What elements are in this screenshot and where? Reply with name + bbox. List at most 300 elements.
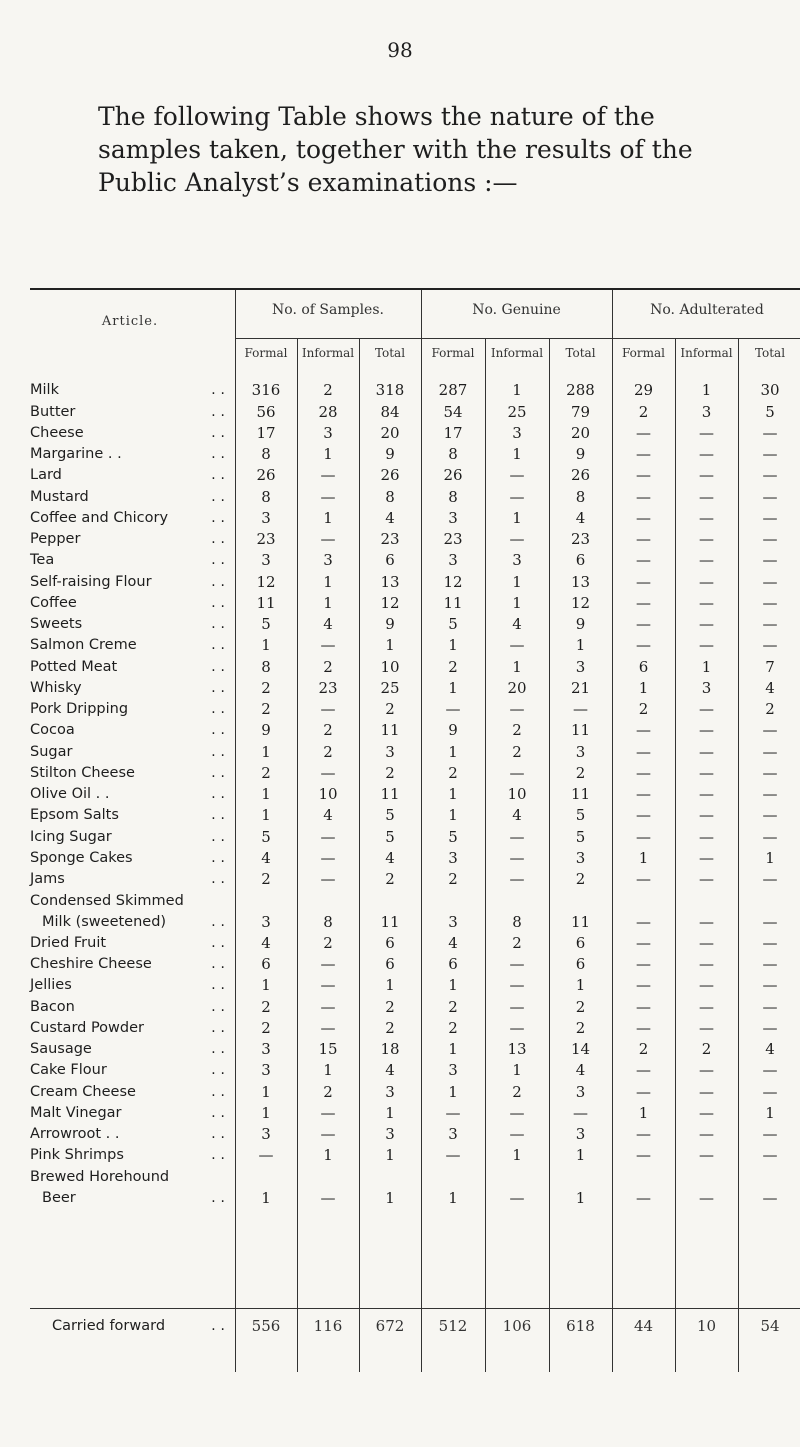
leader-dots: . .: [211, 573, 225, 590]
cell-total: 6: [385, 955, 395, 973]
cell-informal: —: [320, 955, 336, 973]
leader-dots: . .: [211, 807, 225, 824]
cell-total: 2: [385, 700, 395, 718]
article-name: Potted Meat . .: [30, 657, 225, 678]
article-name: Icing Sugar . .: [30, 827, 225, 848]
cell-formal: 2: [261, 700, 271, 718]
cell-formal: 1: [638, 848, 649, 867]
cell-informal: —: [699, 806, 714, 825]
table-row: [30, 720, 800, 741]
cell-informal: 28: [318, 402, 338, 421]
table-row: [30, 571, 800, 592]
cell-total: 1: [385, 976, 395, 995]
cell-informal: —: [699, 423, 714, 442]
cell-total: 23: [570, 530, 591, 548]
article-name: Epsom Salts . .: [30, 805, 225, 826]
cell-informal: —: [320, 636, 336, 655]
cell-formal: 1: [448, 1082, 458, 1101]
article-name: Coffee . .: [30, 593, 225, 614]
table-row: [30, 656, 800, 677]
cell-total: 5: [575, 806, 586, 825]
cell-formal: 8: [448, 487, 458, 506]
table-row: [30, 741, 800, 762]
cell-formal: 4: [448, 933, 458, 952]
total-cell-informal: 106: [502, 1317, 532, 1335]
cell-informal: 4: [512, 615, 522, 633]
cell-informal: 4: [512, 806, 522, 825]
leader-dots: . .: [211, 956, 225, 972]
cell-total: 4: [765, 1040, 775, 1058]
cell-formal: 11: [443, 593, 463, 612]
table-row: [30, 614, 800, 635]
cell-total: 6: [575, 933, 586, 952]
cell-formal: 287: [438, 381, 468, 400]
cell-informal: 1: [512, 657, 522, 676]
cell-total: 318: [375, 381, 405, 400]
cell-informal: 1: [701, 657, 712, 676]
cell-informal: 1: [512, 508, 522, 527]
cell-informal: 3: [512, 551, 522, 570]
article-name: Brewed Horehound Beer . .: [30, 1167, 225, 1209]
cell-informal: —: [699, 1125, 714, 1143]
cell-informal: 3: [323, 423, 333, 442]
leader-dots: . .: [211, 849, 225, 866]
leader-dots: . .: [211, 913, 225, 930]
cell-informal: —: [509, 466, 525, 485]
cell-informal: 1: [323, 508, 333, 527]
cell-informal: —: [699, 551, 714, 570]
group-header-samples: No. of Samples.: [272, 302, 384, 318]
cell-informal: 2: [323, 381, 333, 400]
cell-informal: —: [699, 763, 714, 782]
cell-formal: 316: [251, 381, 281, 400]
article-name: Olive Oil . . . .: [30, 784, 225, 805]
cell-formal: 6: [638, 657, 649, 676]
cell-formal: 17: [443, 423, 463, 442]
table-row: [30, 784, 800, 805]
cell-formal: —: [636, 423, 651, 442]
cell-informal: 2: [323, 657, 333, 676]
table-row: [30, 954, 800, 975]
cell-informal: —: [509, 1125, 525, 1143]
cell-total: 5: [385, 806, 395, 825]
cell-total: 21: [570, 678, 591, 697]
cell-formal: —: [636, 870, 651, 888]
cell-informal: 1: [323, 572, 333, 591]
cell-total: 9: [385, 615, 395, 633]
cell-total: —: [762, 487, 778, 506]
article-name: Lard . .: [30, 465, 225, 486]
leader-dots: . .: [211, 679, 225, 696]
cell-formal: —: [636, 636, 651, 655]
cell-total: 6: [385, 933, 395, 952]
cell-formal: —: [636, 785, 651, 803]
table-row: [30, 1103, 800, 1124]
carried-forward-row: [30, 1315, 800, 1337]
cell-formal: 3: [448, 551, 458, 570]
cell-total: —: [762, 1018, 778, 1037]
cell-informal: —: [699, 1018, 714, 1037]
leader-dots: . .: [211, 424, 225, 441]
article-name: Pink Shrimps . .: [30, 1145, 225, 1166]
cell-formal: 1: [448, 976, 458, 995]
article-name: Custard Powder . .: [30, 1018, 225, 1039]
table-row: [30, 401, 800, 422]
cell-formal: 1: [261, 1103, 271, 1122]
cell-total: 4: [575, 508, 586, 527]
article-name: Mustard . .: [30, 487, 225, 508]
cell-total: 4: [385, 848, 395, 867]
article-name: Cream Cheese . .: [30, 1082, 225, 1103]
cell-total: —: [762, 933, 778, 952]
cell-formal: 1: [261, 636, 271, 655]
cell-formal: —: [636, 1018, 651, 1037]
cell-informal: 10: [507, 785, 527, 803]
article-name: Pepper . .: [30, 529, 225, 550]
cell-formal: 1: [638, 678, 649, 697]
cell-informal: 3: [701, 402, 712, 421]
cell-total: —: [762, 742, 778, 761]
subheader-formal-6: Formal: [621, 346, 665, 360]
cell-total: 14: [570, 1040, 591, 1058]
cell-informal: 25: [507, 402, 527, 421]
cell-informal: 2: [512, 721, 522, 740]
cell-informal: 8: [323, 912, 333, 931]
cell-informal: —: [320, 827, 336, 846]
leader-dots: . .: [211, 488, 225, 505]
cell-total: —: [762, 636, 778, 655]
cell-formal: —: [636, 593, 651, 612]
cell-informal: —: [699, 1061, 714, 1080]
cell-total: 4: [575, 1061, 586, 1080]
leader-dots: . .: [211, 1147, 225, 1164]
cell-total: 11: [570, 721, 591, 740]
cell-total: —: [762, 955, 778, 973]
cell-formal: 11: [256, 593, 276, 612]
cell-total: —: [762, 912, 778, 931]
cell-informal: 3: [323, 551, 333, 570]
table-row: [30, 763, 800, 784]
article-name: Salmon Creme . .: [30, 635, 225, 656]
cell-formal: 3: [448, 1125, 458, 1143]
cell-informal: —: [699, 742, 714, 761]
cell-formal: 2: [638, 700, 649, 718]
cell-informal: 1: [512, 593, 522, 612]
total-cell-total: 54: [760, 1317, 780, 1335]
cell-informal: —: [509, 636, 525, 655]
cell-formal: —: [636, 1188, 651, 1207]
total-cell-informal: 116: [313, 1317, 343, 1335]
cell-formal: 1: [261, 742, 271, 761]
cell-informal: 23: [318, 678, 338, 697]
cell-formal: 2: [448, 1018, 458, 1037]
cell-formal: —: [636, 933, 651, 952]
table-row: [30, 1145, 800, 1166]
cell-informal: 20: [507, 678, 527, 697]
table-row: [30, 1081, 800, 1102]
cell-formal: —: [636, 806, 651, 825]
table-row: [30, 1166, 800, 1209]
subheader-formal-3: Formal: [431, 346, 475, 360]
cell-formal: —: [636, 976, 651, 995]
cell-formal: —: [636, 955, 651, 973]
cell-total: 20: [380, 423, 400, 442]
cell-total: —: [762, 466, 778, 485]
cell-total: 79: [570, 402, 591, 421]
cell-total: 7: [765, 657, 775, 676]
cell-formal: —: [636, 827, 651, 846]
table-row: [30, 465, 800, 486]
cell-total: 1: [575, 1146, 586, 1165]
cell-total: 11: [380, 785, 400, 803]
cell-formal: —: [636, 572, 651, 591]
subheader-formal-0: Formal: [244, 346, 288, 360]
leader-dots: . .: [211, 616, 225, 632]
page-number: 98: [387, 38, 413, 62]
cell-total: —: [762, 593, 778, 612]
cell-total: 3: [385, 1082, 395, 1101]
leader-dots: . .: [211, 1104, 225, 1121]
leader-dots: . .: [211, 786, 225, 802]
cell-formal: —: [636, 551, 651, 570]
cell-formal: 23: [256, 530, 276, 548]
cell-formal: 6: [448, 955, 458, 973]
cell-informal: —: [320, 1103, 336, 1122]
cell-total: 3: [575, 1125, 586, 1143]
cell-formal: 2: [448, 763, 458, 782]
cell-formal: 3: [448, 848, 458, 867]
cell-informal: 3: [512, 423, 522, 442]
cell-informal: —: [509, 955, 525, 973]
cell-informal: 8: [512, 912, 522, 931]
cell-informal: 1: [701, 381, 712, 400]
cell-informal: 2: [323, 933, 333, 952]
cell-total: —: [762, 763, 778, 782]
cell-total: —: [762, 997, 778, 1016]
cell-informal: —: [699, 976, 714, 995]
cell-informal: —: [509, 530, 525, 548]
cell-total: 5: [575, 827, 586, 846]
cell-informal: —: [699, 530, 714, 548]
cell-formal: 5: [261, 615, 271, 633]
cell-total: 2: [385, 1018, 395, 1037]
cell-total: —: [762, 870, 778, 888]
cell-total: 9: [575, 615, 586, 633]
cell-formal: —: [636, 1125, 651, 1143]
cell-total: 4: [385, 1061, 395, 1080]
cell-informal: —: [699, 870, 714, 888]
article-name: Butter . .: [30, 402, 225, 423]
table-row: [30, 486, 800, 507]
cell-total: 3: [385, 742, 395, 761]
cell-formal: 3: [261, 551, 271, 570]
cell-total: 4: [765, 678, 775, 697]
table-row: [30, 826, 800, 847]
cell-formal: 1: [448, 1040, 458, 1058]
cell-formal: 1: [448, 678, 458, 697]
cell-total: 1: [385, 636, 395, 655]
leader-dots: . .: [211, 934, 225, 951]
leader-dots: . .: [211, 1041, 225, 1057]
total-rule: [30, 1308, 800, 1309]
cell-informal: —: [320, 870, 336, 888]
cell-formal: 3: [261, 1040, 271, 1058]
cell-informal: —: [699, 445, 714, 463]
cell-informal: 2: [512, 742, 522, 761]
cell-informal: —: [320, 1125, 336, 1143]
cell-formal: 12: [443, 572, 463, 591]
cell-formal: 3: [448, 1061, 458, 1080]
cell-total: 1: [385, 1103, 395, 1122]
cell-formal: 2: [261, 870, 271, 888]
cell-informal: 4: [323, 806, 333, 825]
leader-dots: . .: [211, 764, 225, 781]
leader-dots: . .: [211, 531, 225, 547]
cell-total: —: [573, 1103, 588, 1122]
cell-total: —: [762, 530, 778, 548]
table-row: [30, 933, 800, 954]
article-name: Sausage . .: [30, 1039, 225, 1060]
table-row: [30, 869, 800, 890]
table-row: [30, 380, 800, 401]
cell-informal: —: [699, 593, 714, 612]
header-rule: [235, 338, 800, 339]
article-header: Article.: [101, 314, 159, 329]
leader-dots: . .: [211, 509, 225, 526]
cell-total: 18: [380, 1040, 400, 1058]
total-cell-total: 618: [566, 1317, 595, 1335]
cell-formal: 1: [261, 1188, 271, 1207]
cell-formal: 1: [448, 742, 458, 761]
cell-formal: 3: [261, 508, 271, 527]
cell-total: 11: [380, 912, 400, 931]
cell-total: 288: [566, 381, 595, 400]
cell-total: 84: [380, 402, 400, 421]
cell-total: —: [762, 1188, 778, 1207]
cell-informal: —: [699, 615, 714, 633]
cell-total: 1: [575, 636, 586, 655]
article-name: Whisky . .: [30, 678, 225, 699]
cell-total: —: [762, 1061, 778, 1080]
cell-informal: 2: [512, 1082, 522, 1101]
article-name: Sweets . .: [30, 614, 225, 635]
leader-dots: . .: [211, 382, 225, 399]
cell-formal: —: [636, 508, 651, 527]
cell-informal: —: [509, 487, 525, 506]
cell-total: 8: [575, 487, 586, 506]
cell-total: 3: [575, 742, 586, 761]
cell-informal: —: [699, 1188, 714, 1207]
cell-formal: 4: [261, 848, 271, 867]
cell-formal: 2: [448, 657, 458, 676]
total-cell-formal: 44: [633, 1317, 654, 1335]
cell-formal: —: [636, 721, 651, 740]
cell-total: —: [762, 615, 778, 633]
cell-total: 13: [380, 572, 400, 591]
cell-total: 9: [385, 445, 395, 463]
cell-total: 10: [380, 657, 400, 676]
cell-informal: —: [320, 1018, 336, 1037]
cell-formal: 3: [448, 508, 458, 527]
cell-formal: 6: [261, 955, 271, 973]
cell-total: —: [762, 1146, 778, 1165]
article-name: Margarine . . . .: [30, 444, 225, 465]
cell-informal: —: [699, 1082, 714, 1101]
group-header-adulterated: No. Adulterated: [650, 302, 764, 318]
article-name: Condensed Skimmed Milk (sweetened) . .: [30, 891, 225, 933]
samples-table: [30, 288, 800, 1372]
cell-total: —: [762, 1125, 778, 1143]
cell-formal: —: [636, 487, 651, 506]
table-row: [30, 635, 800, 656]
article-name: Self-raising Flour . .: [30, 572, 225, 593]
cell-formal: —: [636, 912, 651, 931]
cell-informal: —: [509, 827, 525, 846]
article-name: Jams . .: [30, 869, 225, 890]
cell-total: 26: [380, 466, 400, 485]
cell-total: 5: [765, 402, 775, 421]
table-row: [30, 1018, 800, 1039]
cell-total: 1: [575, 1188, 586, 1207]
cell-formal: 17: [256, 423, 276, 442]
article-name: Dried Fruit . .: [30, 933, 225, 954]
cell-total: —: [762, 721, 778, 740]
cell-formal: 54: [443, 402, 463, 421]
article-name: Tea . .: [30, 550, 225, 571]
cell-informal: —: [699, 997, 714, 1016]
cell-formal: 2: [261, 763, 271, 782]
subheader-informal-7: Informal: [680, 346, 733, 360]
cell-informal: —: [320, 700, 336, 718]
article-name: Cheshire Cheese . .: [30, 954, 225, 975]
table-row: [30, 975, 800, 996]
table-row: [30, 444, 800, 465]
cell-formal: 5: [261, 827, 271, 846]
leader-dots: . .: [211, 828, 225, 845]
leader-dots: . .: [211, 871, 225, 887]
total-cell-formal: 512: [438, 1317, 468, 1335]
cell-formal: —: [636, 445, 651, 463]
cell-formal: —: [445, 1103, 461, 1122]
cell-informal: —: [699, 721, 714, 740]
cell-informal: 3: [701, 678, 712, 697]
cell-total: —: [762, 806, 778, 825]
cell-informal: —: [699, 700, 714, 718]
cell-total: 2: [385, 997, 395, 1016]
table-row: [30, 805, 800, 826]
article-name: Coffee and Chicory . .: [30, 508, 225, 529]
cell-informal: 1: [512, 572, 522, 591]
cell-informal: —: [320, 763, 336, 782]
leader-dots: . .: [211, 403, 225, 420]
cell-formal: 2: [448, 870, 458, 888]
cell-total: 11: [570, 912, 591, 931]
cell-informal: —: [320, 1188, 336, 1207]
total-cell-informal: 10: [696, 1317, 717, 1335]
cell-formal: 5: [448, 615, 458, 633]
cell-formal: 5: [448, 827, 458, 846]
cell-informal: —: [699, 955, 714, 973]
table-row: [30, 699, 800, 720]
cell-total: 12: [380, 593, 400, 612]
cell-total: 2: [385, 763, 395, 782]
cell-informal: 1: [512, 381, 522, 400]
article-name: Sugar . .: [30, 742, 225, 763]
cell-informal: 4: [323, 615, 333, 633]
table-row: [30, 529, 800, 550]
article-name: Bacon . .: [30, 997, 225, 1018]
cell-informal: —: [509, 870, 525, 888]
